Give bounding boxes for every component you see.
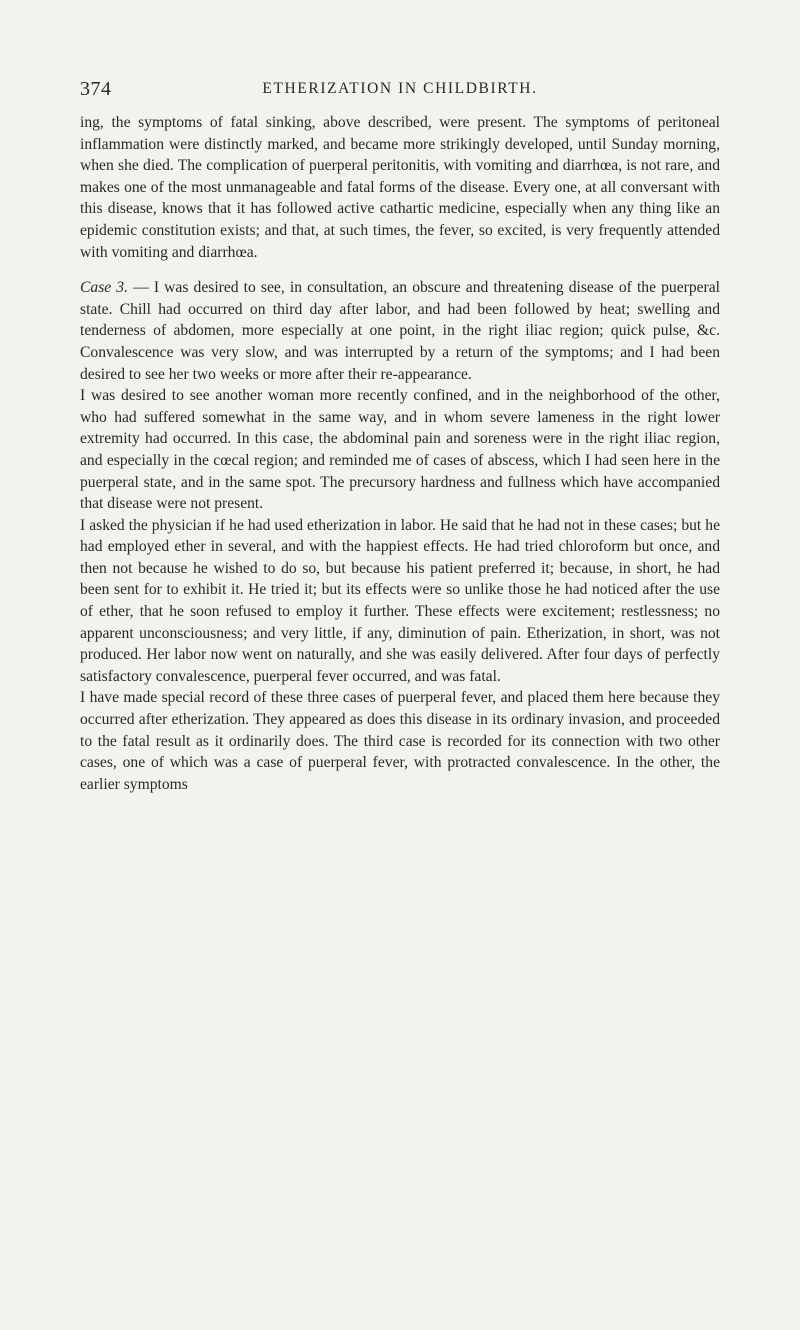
paragraph-continuation: ing, the symptoms of fatal sinking, above described, were present. The symptoms of peritoneal inflammation were distinctly marked, and became more strikingly developed, until Sunday morning, when she died. The complication of puerperal peritonitis, with vomiting and diarrhœa, is not rare, and makes one of the most unmanageable and fatal forms of the disease. Every one, at all conversant with this disease, knows that it has followed active cathartic medicine, especially when any thing like an epidemic constitution exists; and that, at such times, the fever, so excited, is very frequently attended with vomiting and diarrhœa. (80, 114, 720, 261)
running-title: ETHERIZATION IN CHILDBIRTH. (262, 80, 538, 97)
paragraph-gap (80, 263, 720, 277)
page-number: 374 (80, 78, 112, 100)
case-3-text: — I was desired to see, in consultation, an obscure and threatening disease of the puerperal state. Chill had occurred on third day after labor, and had been followed by heat; swelling and tenderness of abdomen, more especially at one point, in the right iliac region; quick pulse, &c. Convalescence was very slow, and was interrupted by a return of the symptoms; and I had been desired to see her two weeks or more after their re-appearance. (80, 279, 721, 383)
paragraph-record: I have made special record of these three cases of puerperal fever, and placed them here because they occurred after etherization. They appeared as does this disease in its ordinary invasion, and proceeded to the fatal result as it ordinarily does. The third case is recorded for its connection with two other cases, one of which was a case of puerperal fever, with protracted convalescence. In the other, the earlier symptoms (80, 689, 720, 793)
paragraph-case-3 (80, 277, 720, 385)
paragraph-physician: I asked the physician if he had used etherization in labor. He said that he had not in these cases; but he had employed ether in several, and with the happiest effects. He had tried chloroform but once, and then not because he wished to do so, but because his patient preferred it; because, in short, he had been sent for to exhibit it. He tried it; but its effects were so unlike those he had noticed after the use of ether, that he soon refused to employ it further. These effects were excitement; restlessness; no apparent unconsciousness; and very little, if any, diminution of pain. Etherization, in short, was not produced. Her labor now went on naturally, and she was easily delivered. After four days of perfectly satisfactory convalescence, puerperal fever occurred, and was fatal. (80, 516, 720, 685)
body-text (80, 112, 720, 795)
running-head (80, 78, 720, 104)
paragraph-second-woman: I was desired to see another woman more recently confined, and in the neighborhood of the other, who had suffered somewhat in the same way, and in whom severe lameness in the right lower extremity had occurred. In this case, the abdominal pain and soreness were in the right iliac region, and especially in the cœcal region; and reminded me of cases of abscess, which I had seen here in the puerperal state, and in the same spot. The precursory hardness and fullness which have accompanied that disease were not present. (80, 387, 720, 513)
case-label: Case 3. (80, 279, 129, 297)
